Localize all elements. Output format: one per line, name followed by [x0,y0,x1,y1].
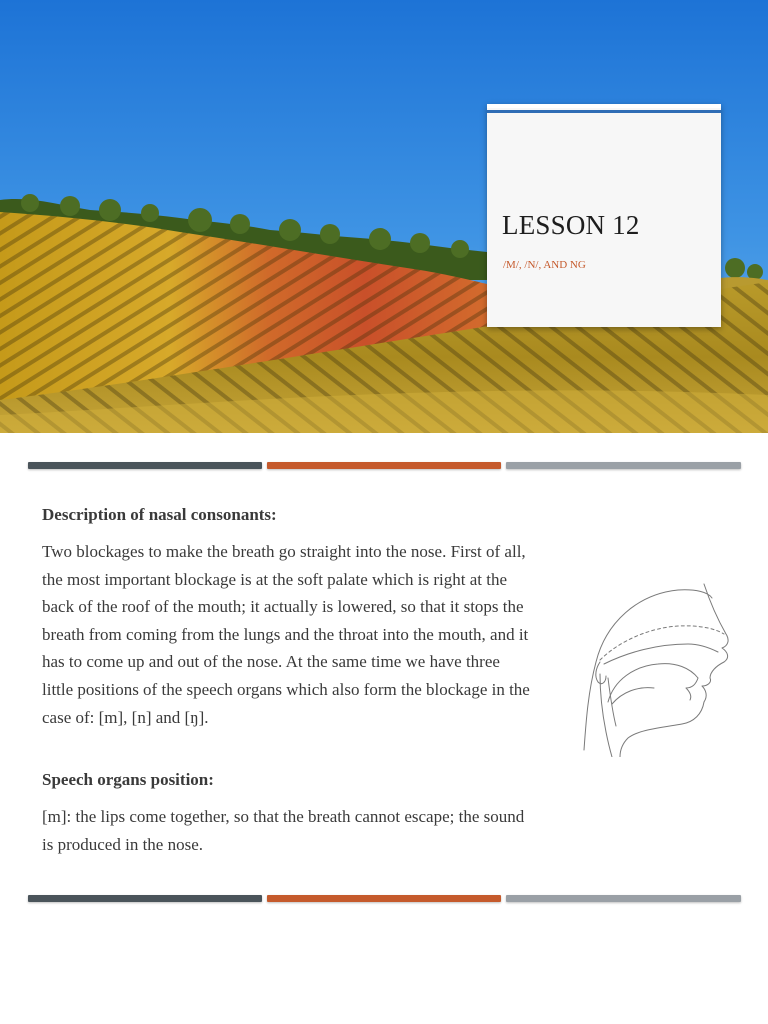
divider-segment-orange [267,462,501,469]
lesson-subtitle: /M/, /N/, AND NG [503,259,586,271]
divider-segment-gray [506,462,741,469]
title-card-accent-bar [487,110,721,113]
hero-image [0,0,768,433]
heading-speech-organs-position: Speech organs position: [42,770,214,789]
paragraph-speech-organs-position: [m]: the lips come together, so that the breath cannot escape; the sound is produced in the nose. [42,807,525,854]
divider-segment-dark [28,462,262,469]
title-card [487,104,721,327]
paragraph-description: Two blockages to make the breath go straight into the nose. First of all, the most important blockage is at the soft palate which is right at the back of the roof of the mouth; it actually is lowered, so that it stops the breath from coming from the lungs and the throat into the mouth, and it has to come up and out of the nose. At the same time we have three little positions of the speech organs which also form the blockage in the case of: [m], [n] and [ŋ]. [42,542,530,727]
divider-segment-orange [267,895,501,902]
head-cross-section-diagram [578,582,738,757]
divider-segment-gray [506,895,741,902]
lesson-title: LESSON 12 [502,210,640,240]
section-divider-bottom [28,895,741,902]
title-card-top-bar [487,104,721,108]
divider-segment-dark [28,895,262,902]
heading-description: Description of nasal consonants: [42,505,277,524]
section-divider-top [28,462,741,469]
